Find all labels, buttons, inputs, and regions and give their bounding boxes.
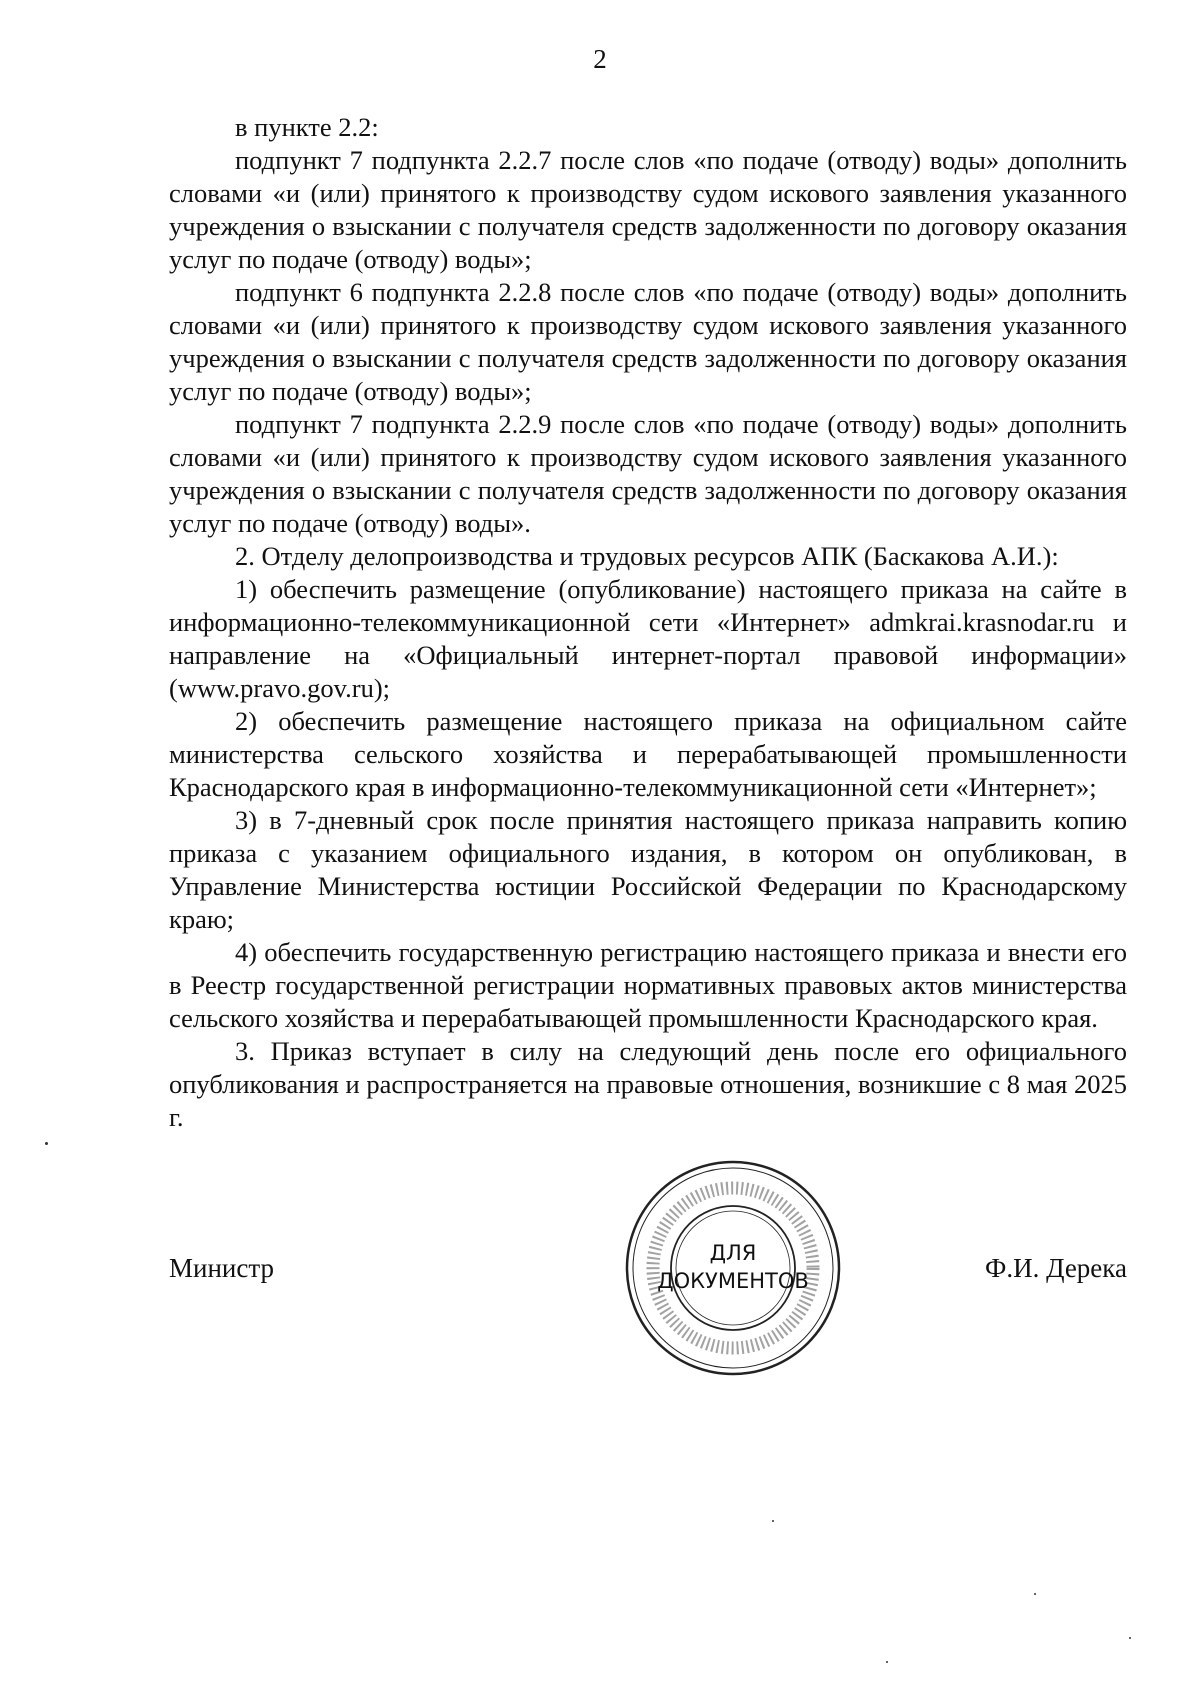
stamp-text-line1: ДЛЯ bbox=[709, 1241, 757, 1265]
paragraph: 3) в 7-дневный срок после принятия настоящего приказа направить копию приказа с указанием официального издания, в котором он опубликован, в Управление Министерства юстиции Российской Федерации по Краснодарскому краю; bbox=[169, 805, 1127, 934]
signature-title: Министр bbox=[169, 1253, 274, 1283]
paragraph: в пункте 2.2: bbox=[235, 112, 379, 142]
paragraph: 3. Приказ вступает в силу на следующий день после его официального опубликования и распространяется на правовые отношения, возникшие с 8 мая 2025 г. bbox=[169, 1036, 1127, 1132]
page-number: 2 bbox=[593, 44, 607, 74]
paragraph: 1) обеспечить размещение (опубликование) настоящего приказа на сайте в информационно-телекоммуникационной сети «Интернет» admkrai.krasnodar.ru и направление на «Официальный интернет-портал правовой информации» (www.pravo.gov.ru); bbox=[169, 574, 1127, 703]
paragraph: подпункт 7 подпункта 2.2.7 после слов «по подаче (отводу) воды» дополнить словами «и (или) принятого к производству судом искового заявления указанного учреждения о взыскании с получателя средств задолженности по договору оказания услуг по подаче (отводу) воды»; bbox=[169, 145, 1127, 274]
scan-speck bbox=[772, 1520, 774, 1522]
document-body bbox=[169, 111, 1127, 1134]
official-stamp bbox=[621, 1156, 845, 1380]
paragraph: 2) обеспечить размещение настоящего приказа на официальном сайте министерства сельского хозяйства и перерабатывающей промышленности Краснодарского края в информационно-телекоммуникационной сети «Интернет»; bbox=[169, 706, 1127, 802]
scan-speck bbox=[1129, 1637, 1131, 1639]
paragraph: подпункт 6 подпункта 2.2.8 после слов «по подаче (отводу) воды» дополнить словами «и (или) принятого к производству судом искового заявления указанного учреждения о взыскании с получателя средств задолженности по договору оказания услуг по подаче (отводу) воды»; bbox=[169, 277, 1127, 406]
scan-speck bbox=[886, 1661, 888, 1663]
scan-speck bbox=[45, 1142, 48, 1145]
scan-speck bbox=[1034, 1593, 1036, 1595]
paragraph: 2. Отделу делопроизводства и трудовых ресурсов АПК (Баскакова А.И.): bbox=[235, 541, 1059, 571]
stamp-text-line2: ДОКУМЕНТОВ bbox=[657, 1269, 809, 1293]
paragraph: 4) обеспечить государственную регистрацию настоящего приказа и внести его в Реестр государственной регистрации нормативных правовых актов министерства сельского хозяйства и перерабатывающей промышленности Краснодарского края. bbox=[169, 937, 1127, 1033]
signature-name: Ф.И. Дерека bbox=[985, 1253, 1127, 1283]
paragraph: подпункт 7 подпункта 2.2.9 после слов «по подаче (отводу) воды» дополнить словами «и (или) принятого к производству судом искового заявления указанного учреждения о взыскании с получателя средств задолженности по договору оказания услуг по подаче (отводу) воды». bbox=[169, 409, 1127, 538]
